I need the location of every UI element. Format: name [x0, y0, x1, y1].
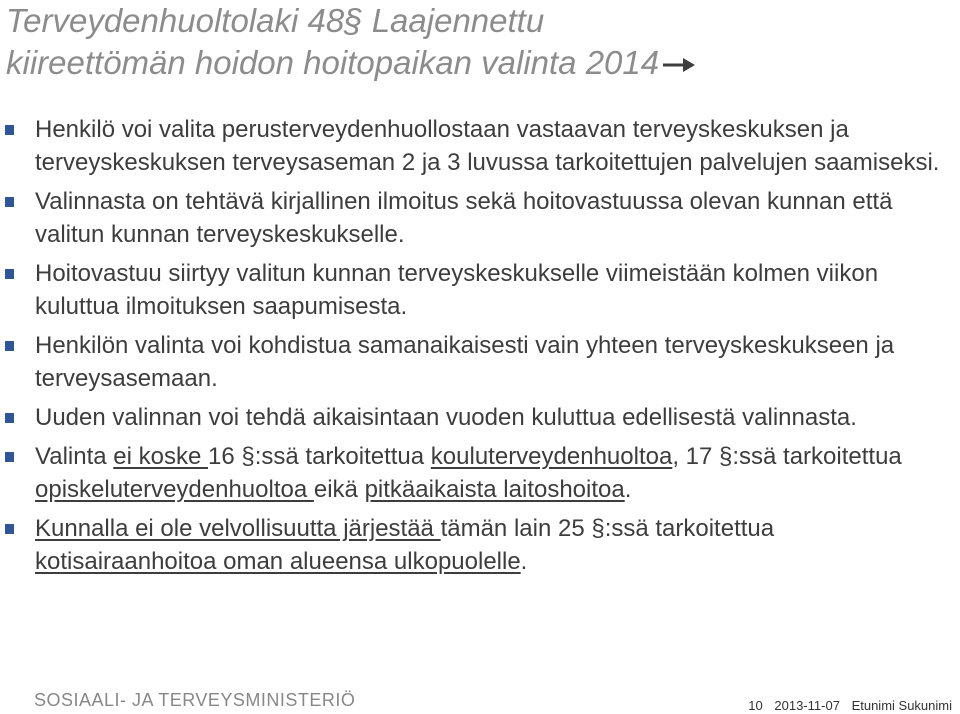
ministry-logo-text: SOSIAALI- JA TERVEYSMINISTERIÖ — [34, 690, 356, 710]
square-bullet-icon — [5, 413, 14, 423]
bullet-item — [0, 440, 940, 506]
bullet-text-part: Valinta — [35, 443, 114, 470]
underlined-text: opiskeluterveydenhuoltoa — [35, 476, 314, 503]
underlined-text: ei koske — [113, 443, 208, 470]
bullet-text: Henkilön valinta voi kohdistua samanaikaisesti vain yhteen terveyskeskukseen ja terveysasemaan. — [35, 332, 895, 392]
bullet-item — [0, 113, 940, 179]
bullet-text: Henkilö voi valita perusterveydenhuollostaan vastaavan terveyskeskuksen ja terveyskeskuksen terveysaseman 2 ja 3 luvussa tarkoitettujen palvelujen saamiseksi. — [35, 116, 940, 176]
bullet-text: Uuden valinnan voi tehdä aikaisintaan vuoden kuluttua edellisestä valinnasta. — [35, 404, 857, 431]
title-line-2 — [6, 42, 946, 84]
bullet-item — [0, 257, 940, 323]
bullet-list — [0, 113, 940, 584]
square-bullet-icon — [5, 341, 14, 351]
title-line-1: Terveydenhuoltolaki 48§ Laajennettu — [6, 2, 545, 39]
square-bullet-icon — [5, 452, 14, 462]
bullet-text: Hoitovastuu siirtyy valitun kunnan terveyskeskukselle viimeistään kolmen viikon kuluttua ilmoituksen saapumisesta. — [35, 260, 879, 320]
underlined-text: pitkäaikaista laitoshoitoa — [364, 476, 625, 503]
bullet-item — [0, 185, 940, 251]
bullet-item — [0, 329, 940, 395]
square-bullet-icon — [5, 269, 14, 279]
underlined-text: kotisairaanhoitoa oman alueensa ulkopuolelle — [35, 548, 521, 575]
square-bullet-icon — [5, 125, 14, 135]
right-arrow-icon — [661, 55, 697, 75]
square-bullet-icon — [5, 197, 14, 207]
bullet-item — [0, 512, 940, 578]
slide-author: Etunimi Sukunimi — [851, 698, 952, 713]
bullet-text-part: 16 §:ssä tarkoitettua — [208, 443, 431, 470]
page-number: 10 — [748, 698, 763, 713]
title-line-2-text: kiireettömän hoidon hoitopaikan valinta 2014 — [6, 44, 660, 81]
bullet-text: Valinnasta on tehtävä kirjallinen ilmoitus sekä hoitovastuussa olevan kunnan että valitun kunnan terveyskeskukselle. — [35, 188, 893, 248]
square-bullet-icon — [5, 524, 14, 534]
bullet-text-part: tämän lain 25 §:ssä tarkoitettua — [440, 515, 775, 542]
slide-title — [6, 0, 946, 84]
slide-date: 2013-11-07 — [774, 698, 840, 713]
underlined-text: kouluterveydenhuoltoa — [430, 443, 673, 470]
bullet-text-part: . — [520, 548, 528, 575]
underlined-text: Kunnalla ei ole velvollisuutta järjestää — [35, 515, 441, 542]
bullet-item — [0, 401, 940, 434]
bullet-text-part: . — [624, 476, 632, 503]
bullet-text-part: , 17 §:ssä tarkoitettua — [672, 443, 902, 470]
bullet-text-part: eikä — [313, 476, 365, 503]
slide-footer — [740, 698, 952, 713]
